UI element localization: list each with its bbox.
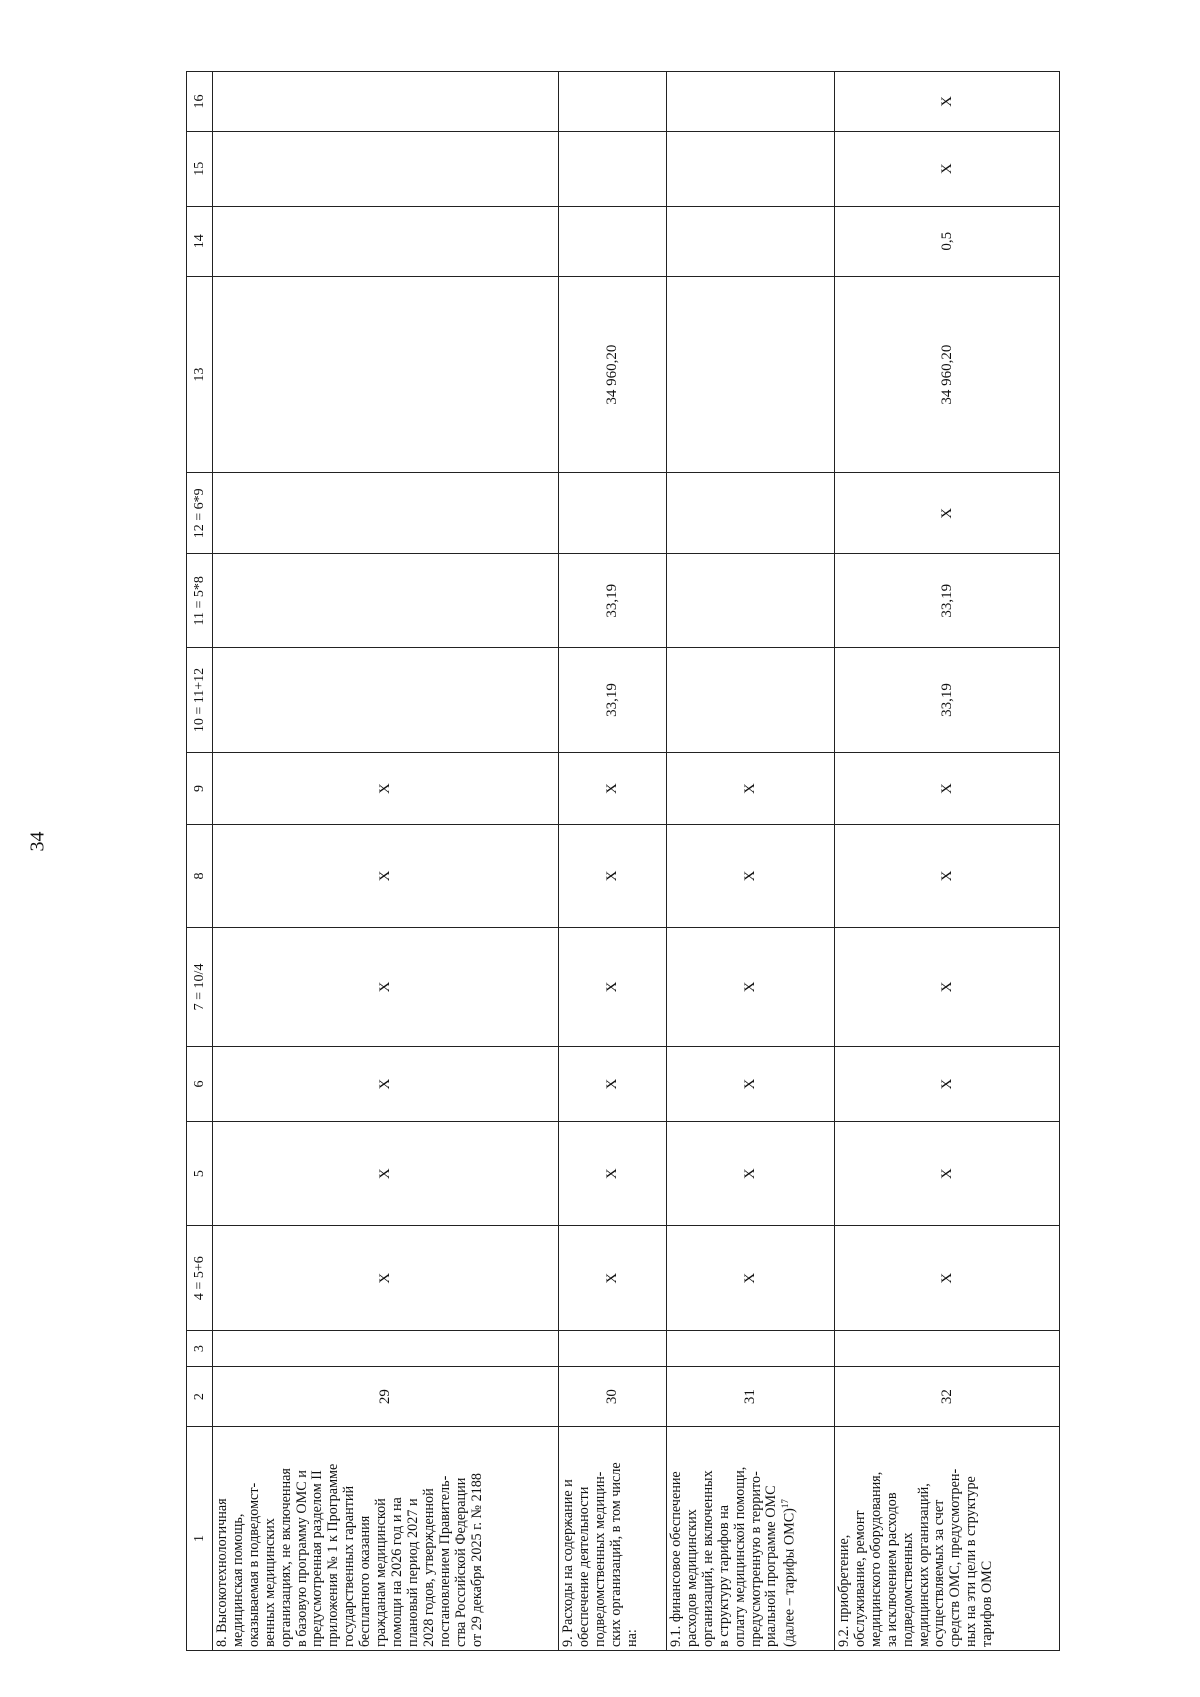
table-row	[667, 72, 835, 1651]
row-number-cell: 29	[213, 1367, 559, 1427]
table-cell: X	[835, 72, 1060, 132]
table-cell	[667, 72, 835, 132]
table-row	[559, 72, 667, 1651]
table-cell	[667, 554, 835, 648]
table-cell: X	[213, 1047, 559, 1122]
table-cell	[667, 206, 835, 276]
table-cell: X	[559, 1226, 667, 1331]
table-cell: X	[559, 825, 667, 927]
table-cell	[559, 72, 667, 132]
table-cell	[559, 131, 667, 206]
table-cell: 34 960,20	[559, 276, 667, 472]
table-cell	[667, 1330, 835, 1366]
header-row	[187, 72, 213, 1651]
table-cell: X	[213, 1121, 559, 1226]
header-cell: 5	[187, 1121, 213, 1226]
table-cell: X	[667, 927, 835, 1046]
table-cell: X	[559, 927, 667, 1046]
table-cell: X	[835, 131, 1060, 206]
header-cell: 8	[187, 825, 213, 927]
table-cell	[213, 276, 559, 472]
table-cell: X	[835, 473, 1060, 554]
table-cell	[667, 648, 835, 753]
table-cell	[213, 131, 559, 206]
table-cell: 33,19	[835, 648, 1060, 753]
table-cell: X	[835, 1121, 1060, 1226]
table-cell	[835, 1330, 1060, 1366]
table-cell	[213, 648, 559, 753]
table-cell: X	[213, 927, 559, 1046]
table-cell	[213, 473, 559, 554]
table-cell: 34 960,20	[835, 276, 1060, 472]
table-cell: X	[559, 752, 667, 825]
table-cell	[213, 1330, 559, 1366]
header-cell: 9	[187, 752, 213, 825]
table-cell: X	[667, 1226, 835, 1331]
table-cell: X	[559, 1047, 667, 1122]
header-cell: 1	[187, 1426, 213, 1650]
table-cell: 33,19	[559, 648, 667, 753]
table-cell: X	[667, 825, 835, 927]
header-cell: 11 = 5*8	[187, 554, 213, 648]
table-cell: X	[835, 1047, 1060, 1122]
header-cell: 16	[187, 72, 213, 132]
header-cell: 7 = 10/4	[187, 927, 213, 1046]
row-name-cell: 9. Расходы на содержание и обеспечение деятельности подведомственных медицин- ских организаций, в том числе на:	[559, 1426, 667, 1650]
row-number-cell: 30	[559, 1367, 667, 1427]
table-cell: 33,19	[559, 554, 667, 648]
header-cell: 14	[187, 206, 213, 276]
page-number: 34	[26, 831, 49, 852]
header-cell: 12 = 6*9	[187, 473, 213, 554]
table-cell: 0,5	[835, 206, 1060, 276]
table-cell: X	[667, 1047, 835, 1122]
header-cell: 10 = 11+12	[187, 648, 213, 753]
header-cell: 6	[187, 1047, 213, 1122]
header-cell: 3	[187, 1330, 213, 1366]
table-cell: X	[559, 1121, 667, 1226]
row-name-cell: 8. Высокотехнологичная медицинская помощь, оказываемая в подведомст- венных медицинских организациях, не включенная в базовую программу ОМС и предусмотренная разделом II приложения № 1 к Программе государственных гарантий бесплатного оказания гражданам медицинской помощи на 2026 год и на плановый период 2027 и 2028 годов, утвержденной постановлением Правитель- ства Российской Федерации от 29 декабря 2025 г. № 2188	[213, 1426, 559, 1650]
table-row	[213, 72, 559, 1651]
table-cell	[213, 554, 559, 648]
table-cell: X	[213, 1226, 559, 1331]
table-cell: X	[667, 752, 835, 825]
table-cell	[213, 72, 559, 132]
table-cell: X	[213, 825, 559, 927]
table-cell	[559, 206, 667, 276]
table-cell: X	[835, 1226, 1060, 1331]
rotated-table-container	[186, 71, 1058, 1651]
table-cell	[559, 1330, 667, 1366]
table-cell	[667, 276, 835, 472]
row-name-cell	[667, 1426, 835, 1650]
table-cell: X	[835, 825, 1060, 927]
row-name-text: 9.1. финансовое обеспечение расходов медицинских организаций, не включенных в структуру тарифов на оплату медицинской помощи, предусмотренную в террито- риальной программе ОМС (далее – тарифы ОМС)	[668, 1466, 799, 1647]
row-name-cell: 9.2. приобретение, обслуживание, ремонт медицинского оборудования, за исключением расходов подведомственных медицинских организаций, осуществляемых за счет средств ОМС, предусмотрен- ных на эти цели в структуре тарифов ОМС	[835, 1426, 1060, 1650]
table-cell	[667, 131, 835, 206]
table-cell: X	[835, 927, 1060, 1046]
row-number-cell: 31	[667, 1367, 835, 1427]
header-cell: 4 = 5+6	[187, 1226, 213, 1331]
table-cell	[213, 206, 559, 276]
footnote-marker: 17	[780, 1499, 791, 1509]
table-cell	[559, 473, 667, 554]
header-cell: 15	[187, 131, 213, 206]
table-cell: X	[835, 752, 1060, 825]
row-number-cell: 32	[835, 1367, 1060, 1427]
header-cell: 13	[187, 276, 213, 472]
table-cell: X	[667, 1121, 835, 1226]
financing-table	[186, 71, 1060, 1651]
table-cell: X	[213, 752, 559, 825]
table-cell: 33,19	[835, 554, 1060, 648]
table-row	[835, 72, 1060, 1651]
table-cell	[667, 473, 835, 554]
header-cell: 2	[187, 1367, 213, 1427]
